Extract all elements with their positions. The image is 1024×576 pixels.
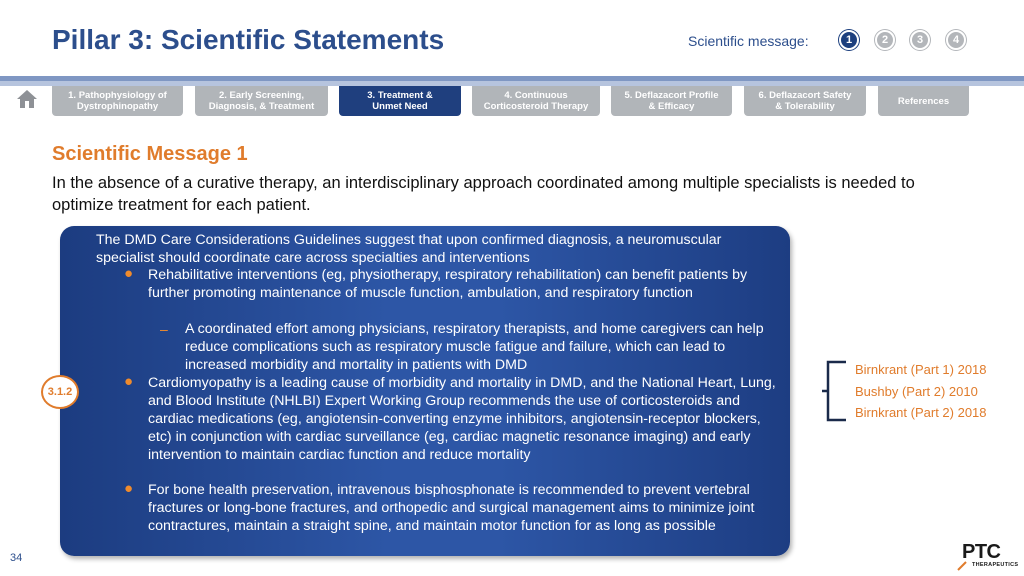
- reference-link-1[interactable]: Birnkrant (Part 1) 2018: [855, 362, 987, 377]
- message-4-button[interactable]: 4: [946, 30, 966, 50]
- reference-bracket: [822, 360, 852, 422]
- bullet-rehabilitative: Rehabilitative interventions (eg, physiotherapy, respiratory rehabilitation) can benefit patients by further promoting maintenance of muscle function, ambulation, and respiratory function: [148, 267, 748, 301]
- scientific-message-heading: Scientific Message 1: [52, 143, 248, 165]
- logo-subtext: THERAPEUTICS: [972, 562, 1019, 568]
- page-number: 34: [10, 552, 23, 564]
- tab-treatment-unmet-need[interactable]: 3. Treatment & Unmet Need: [339, 86, 461, 116]
- tab-deflazacort-safety[interactable]: 6. Deflazacort Safety & Tolerability: [744, 86, 866, 116]
- logo-text: PTC: [962, 541, 1001, 563]
- statement-number-badge: 3.1.2: [41, 375, 79, 409]
- sub-bullet-coordinated-effort: A coordinated effort among physicians, respiratory therapists, and home caregivers can help reduce complications such as respiratory muscle fatigue and failure, which can lead to increased morbidity and mortality in patients with DMD: [185, 321, 764, 373]
- message-1-button[interactable]: 1: [839, 30, 859, 50]
- message-2-button[interactable]: 2: [875, 30, 895, 50]
- reference-link-2[interactable]: Bushby (Part 2) 2010: [855, 384, 978, 399]
- bullet-cardiomyopathy: Cardiomyopathy is a leading cause of morbidity and mortality in DMD, and the National Heart, Lung, and Blood Institute (NHLBI) Expert Working Group recommends the use of corticosteroids and cardiac medications (eg, angiotensin-converting enzyme inhibitors, angiotensin-receptor blockers, etc) in conjunction with cardiac surveillance (eg, cardiac magnetic resonance imaging) and early intervention to maintain cardiac function and reduce mortality: [148, 375, 776, 463]
- tab-continuous-corticosteroid[interactable]: 4. Continuous Corticosteroid Therapy: [472, 86, 600, 116]
- statement-intro: The DMD Care Considerations Guidelines suggest that upon confirmed diagnosis, a neuromuscular specialist should coordinate care across specialties and interventions: [96, 232, 722, 266]
- dash-marker: –: [160, 321, 168, 337]
- bullet-marker: ●: [124, 480, 134, 497]
- reference-link-3[interactable]: Birnkrant (Part 2) 2018: [855, 405, 987, 420]
- page-title: Pillar 3: Scientific Statements: [52, 24, 445, 55]
- tab-pathophysiology[interactable]: 1. Pathophysiology of Dystrophinopathy: [52, 86, 183, 116]
- header-band: [0, 76, 1024, 86]
- home-icon[interactable]: [16, 89, 38, 109]
- tab-references[interactable]: References: [878, 86, 969, 116]
- scientific-message-text: In the absence of a curative therapy, an interdisciplinary approach coordinated among multiple specialists is needed to optimize treatment for each patient.: [52, 174, 915, 214]
- bullet-marker: ●: [124, 373, 134, 390]
- scientific-message-label: Scientific message:: [688, 33, 809, 49]
- tab-early-screening[interactable]: 2. Early Screening, Diagnosis, & Treatment: [195, 86, 328, 116]
- message-3-button[interactable]: 3: [910, 30, 930, 50]
- bullet-marker: ●: [124, 265, 134, 282]
- bullet-bone-health: For bone health preservation, intravenous bisphosphonate is recommended to prevent vertebral fractures or long-bone fractures, and orthopedic and surgical management aims to minimize joint contractures, maintain a straight spine, and maintain motor function for as long as possible: [148, 482, 755, 534]
- tab-deflazacort-profile[interactable]: 5. Deflazacort Profile & Efficacy: [611, 86, 732, 116]
